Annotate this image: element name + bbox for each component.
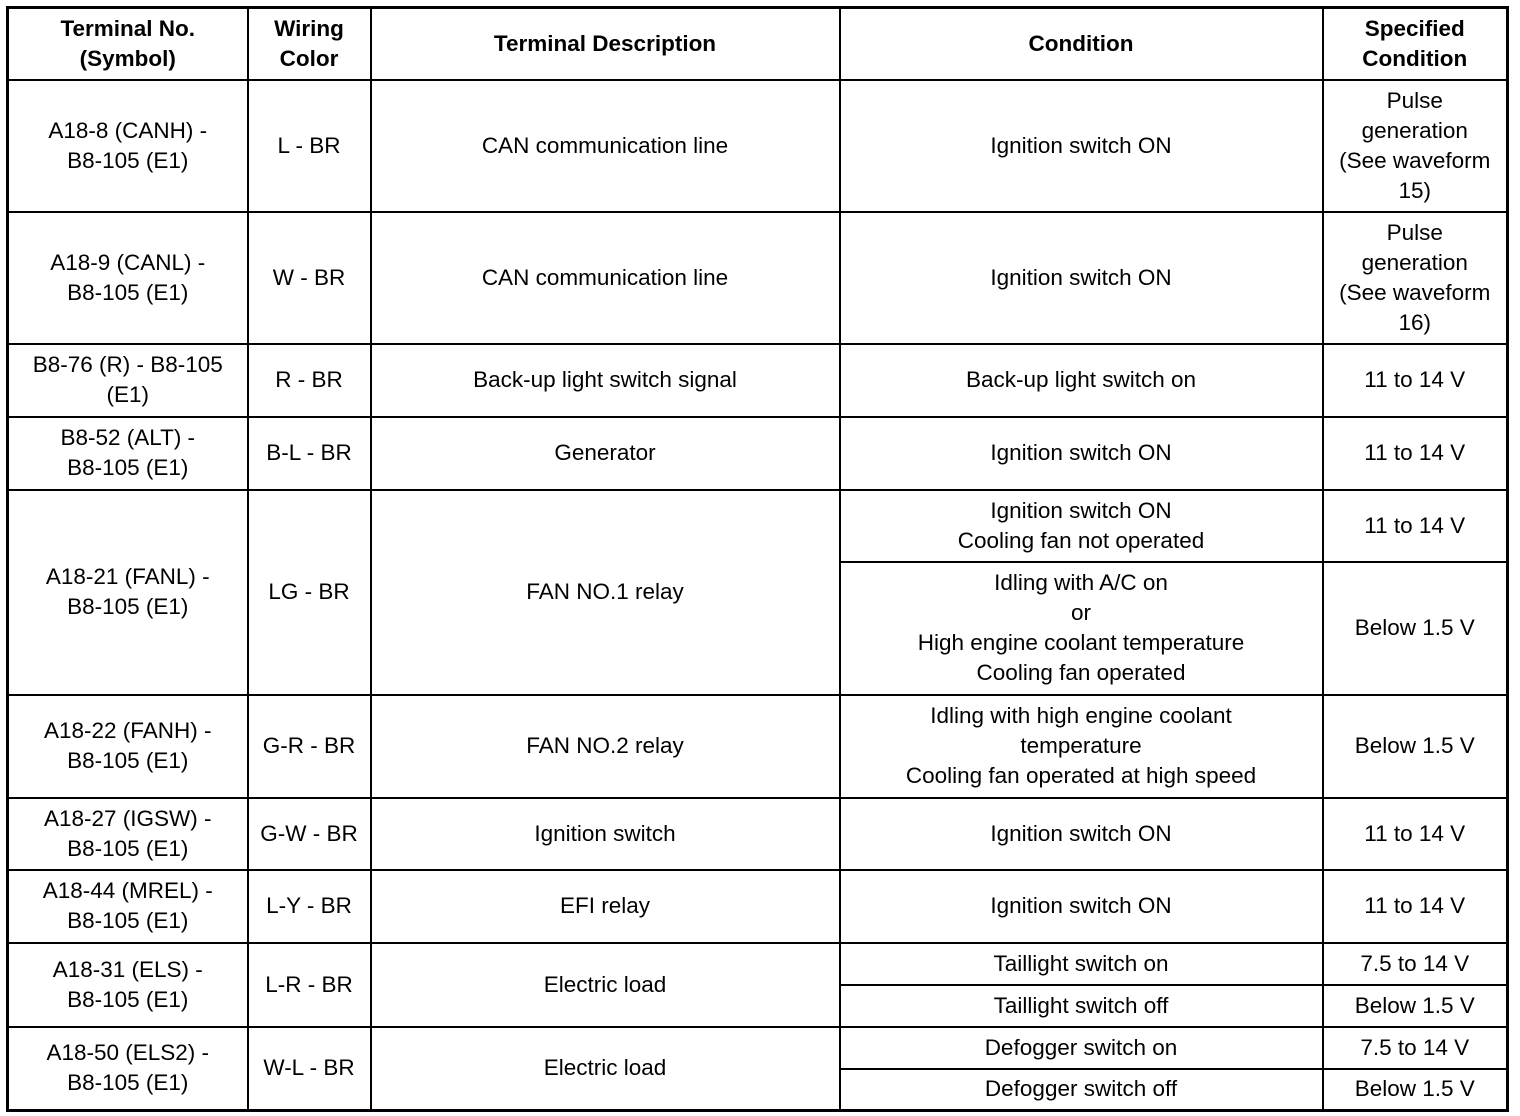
table-row [8, 80, 1508, 212]
wiring-color-cell: W-L - BR [248, 1027, 371, 1111]
table-row [8, 417, 1508, 490]
description-cell: Ignition switch [371, 798, 840, 870]
wiring-color-cell: G-W - BR [248, 798, 371, 870]
description-cell: CAN communication line [371, 212, 840, 344]
description-cell: Electric load [371, 1027, 840, 1111]
specified-cell: 11 to 14 V [1323, 490, 1508, 562]
specified-cell: Below 1.5 V [1323, 562, 1508, 695]
table-row [8, 212, 1508, 344]
description-cell: Back-up light switch signal [371, 344, 840, 417]
specified-cell: 11 to 14 V [1323, 798, 1508, 870]
terminal-cell: A18-8 (CANH) - B8-105 (E1) [8, 80, 248, 212]
specified-cell: 11 to 14 V [1323, 870, 1508, 943]
terminal-cell: A18-9 (CANL) - B8-105 (E1) [8, 212, 248, 344]
specified-cell: Below 1.5 V [1323, 1069, 1508, 1111]
table-row [8, 798, 1508, 870]
terminal-cell: A18-50 (ELS2) - B8-105 (E1) [8, 1027, 248, 1111]
wiring-color-cell: L-Y - BR [248, 870, 371, 943]
condition-cell: Ignition switch ON Cooling fan not operated [840, 490, 1323, 562]
condition-cell: Back-up light switch on [840, 344, 1323, 417]
terminal-cell: A18-31 (ELS) - B8-105 (E1) [8, 943, 248, 1027]
header-specified-condition: Specified Condition [1323, 8, 1508, 80]
header-condition: Condition [840, 8, 1323, 80]
condition-cell: Ignition switch ON [840, 798, 1323, 870]
terminal-cell: A18-21 (FANL) - B8-105 (E1) [8, 490, 248, 695]
specified-cell: Pulse generation (See waveform 15) [1323, 80, 1508, 212]
header-row [8, 8, 1508, 80]
terminal-cell: B8-52 (ALT) - B8-105 (E1) [8, 417, 248, 490]
condition-cell: Taillight switch off [840, 985, 1323, 1027]
condition-cell: Ignition switch ON [840, 870, 1323, 943]
specified-cell: Below 1.5 V [1323, 695, 1508, 798]
wiring-color-cell: B-L - BR [248, 417, 371, 490]
table-row [8, 695, 1508, 798]
specified-cell: Below 1.5 V [1323, 985, 1508, 1027]
description-cell: Electric load [371, 943, 840, 1027]
specified-cell: 7.5 to 14 V [1323, 943, 1508, 985]
terminal-cell: B8-76 (R) - B8-105 (E1) [8, 344, 248, 417]
table-row [8, 490, 1508, 562]
terminal-spec-table [6, 6, 1509, 1112]
condition-cell: Ignition switch ON [840, 417, 1323, 490]
wiring-color-cell: LG - BR [248, 490, 371, 695]
header-wiring-color: Wiring Color [248, 8, 371, 80]
description-cell: CAN communication line [371, 80, 840, 212]
description-cell: FAN NO.1 relay [371, 490, 840, 695]
specified-cell: Pulse generation (See waveform 16) [1323, 212, 1508, 344]
wiring-color-cell: G-R - BR [248, 695, 371, 798]
condition-cell: Defogger switch on [840, 1027, 1323, 1069]
terminal-cell: A18-27 (IGSW) - B8-105 (E1) [8, 798, 248, 870]
specified-cell: 11 to 14 V [1323, 344, 1508, 417]
condition-cell: Ignition switch ON [840, 212, 1323, 344]
wiring-color-cell: R - BR [248, 344, 371, 417]
condition-cell: Defogger switch off [840, 1069, 1323, 1111]
header-terminal-description: Terminal Description [371, 8, 840, 80]
table-row [8, 344, 1508, 417]
terminal-cell: A18-22 (FANH) - B8-105 (E1) [8, 695, 248, 798]
description-cell: FAN NO.2 relay [371, 695, 840, 798]
description-cell: Generator [371, 417, 840, 490]
condition-cell: Idling with high engine coolant temperature Cooling fan operated at high speed [840, 695, 1323, 798]
header-terminal: Terminal No. (Symbol) [8, 8, 248, 80]
specified-cell: 11 to 14 V [1323, 417, 1508, 490]
table-row [8, 1027, 1508, 1069]
wiring-color-cell: L-R - BR [248, 943, 371, 1027]
condition-cell: Taillight switch on [840, 943, 1323, 985]
table-row [8, 943, 1508, 985]
wiring-color-cell: L - BR [248, 80, 371, 212]
table-row [8, 870, 1508, 943]
condition-cell: Ignition switch ON [840, 80, 1323, 212]
specified-cell: 7.5 to 14 V [1323, 1027, 1508, 1069]
condition-cell: Idling with A/C on or High engine coolant temperature Cooling fan operated [840, 562, 1323, 695]
description-cell: EFI relay [371, 870, 840, 943]
terminal-cell: A18-44 (MREL) - B8-105 (E1) [8, 870, 248, 943]
wiring-color-cell: W - BR [248, 212, 371, 344]
